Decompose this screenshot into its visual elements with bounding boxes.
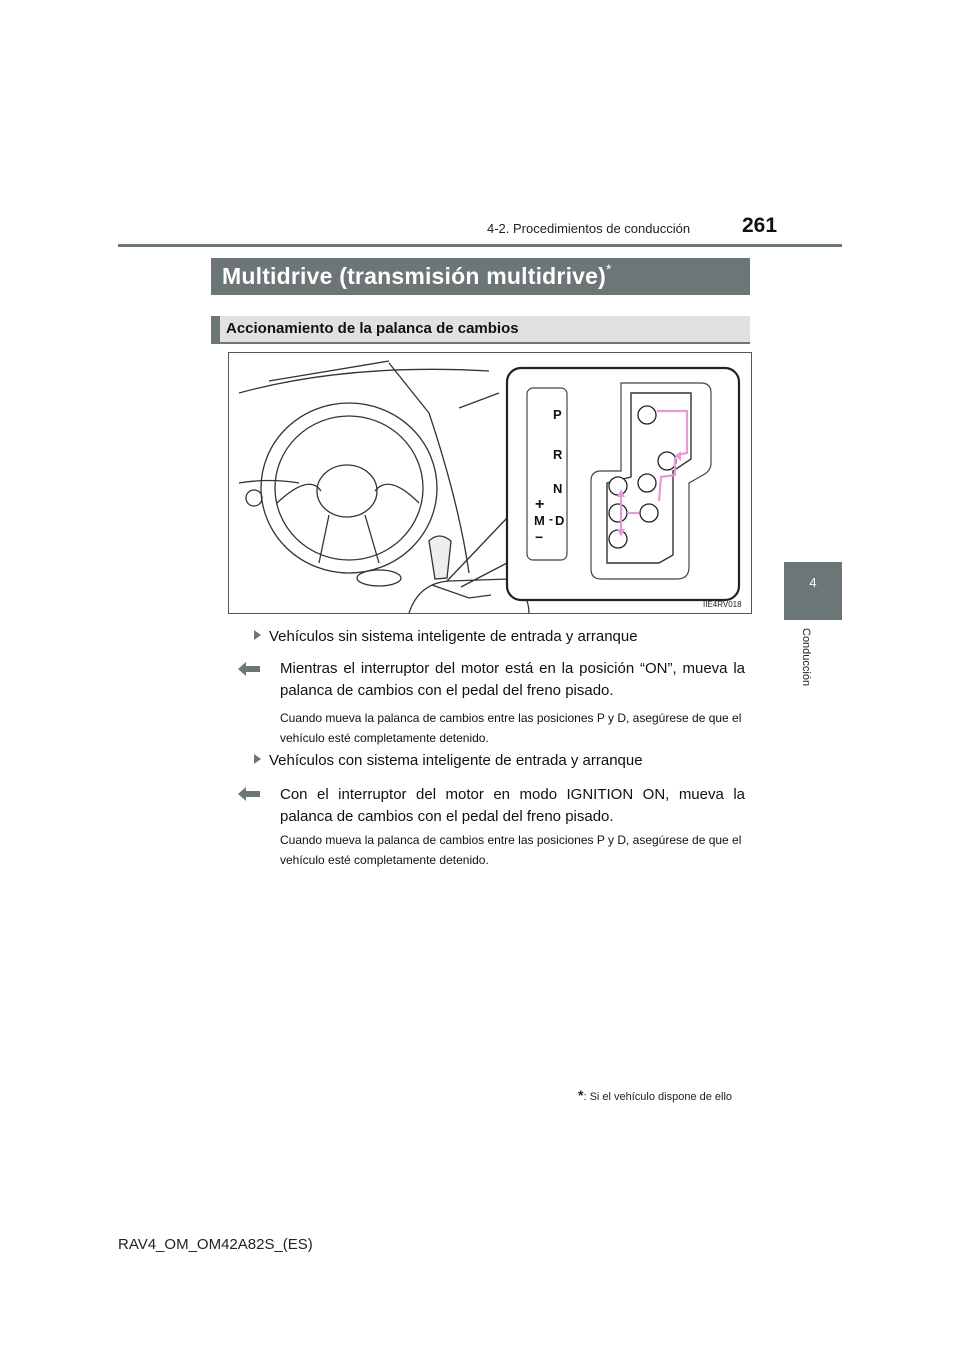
gate-hole-r <box>658 452 676 470</box>
gate-hole-m-minus <box>609 530 627 548</box>
arrow-left-icon <box>238 662 260 676</box>
item-note-1: Cuando mueva la palanca de cambios entre las posiciones P y D, asegúrese de que el vehículo esté completamente detenido. <box>280 711 742 745</box>
spoke <box>375 484 419 503</box>
chapter-label-wrap <box>798 628 814 698</box>
gate-hole-n <box>638 474 656 492</box>
dash-line <box>389 363 429 413</box>
gear-p-label: P <box>553 407 562 422</box>
dash-line <box>459 393 499 408</box>
gear-knob <box>429 536 451 579</box>
triangle-bullet-icon <box>254 754 261 764</box>
item-note-2: Cuando mueva la palanca de cambios entre las posiciones P y D, asegúrese de que el vehículo esté completamente detenido. <box>280 833 742 867</box>
item-heading-text: Vehículos sin sistema inteligente de entrada y arranque <box>269 628 638 645</box>
item-heading-2 <box>254 752 643 769</box>
gate-hole-d <box>640 504 658 522</box>
gear-plus-label: + <box>535 496 545 513</box>
shift-lever-illustration <box>228 352 752 614</box>
vent <box>246 490 262 506</box>
page-number: 261 <box>742 214 778 237</box>
steering-wheel-outer <box>261 403 437 573</box>
arrow-left-icon <box>238 787 260 801</box>
item-body-2: Con el interruptor del motor en modo IGNITION ON, mueva la palanca de cambios con el pedal del freno pisado. <box>280 786 745 825</box>
chapter-number: 4 <box>809 575 817 590</box>
footnote <box>578 1087 732 1103</box>
page-title <box>222 263 612 290</box>
triangle-bullet-icon <box>254 630 261 640</box>
item-heading-1 <box>254 628 638 645</box>
cupholder <box>357 570 401 586</box>
gear-dash-label: - <box>549 512 553 526</box>
callout-line <box>447 518 507 581</box>
dash-line <box>239 369 489 393</box>
gate-hole-m-plus <box>609 477 627 495</box>
gear-r-label: R <box>553 447 563 462</box>
illustration-svg <box>229 353 751 613</box>
steering-hub <box>317 465 377 517</box>
dash-line <box>239 481 299 484</box>
item-heading-text: Vehículos con sistema inteligente de entrada y arranque <box>269 752 643 769</box>
spoke <box>277 484 321 503</box>
gear-n-label: N <box>553 481 563 496</box>
title-asterisk: * <box>606 261 612 277</box>
page-title-text: Multidrive (transmisión multidrive) <box>222 263 606 289</box>
gate-hole-m <box>609 504 627 522</box>
chapter-tab <box>784 562 842 620</box>
header-rule <box>118 244 842 247</box>
spoke <box>319 515 379 563</box>
item-body-1: Mientras el interruptor del motor está en la posición “ON”, mueva la palanca de cambios con el pedal del freno pisado. <box>280 660 745 699</box>
figure-code: IIE4RV018 <box>703 600 742 609</box>
subsection-title: Accionamiento de la palanca de cambios <box>226 320 519 337</box>
gear-minus-label: − <box>535 529 544 545</box>
gear-d-label: D <box>555 513 565 528</box>
footnote-text: : Si el vehículo dispone de ello <box>583 1091 733 1103</box>
gear-m-label: M <box>534 513 545 528</box>
document-code: RAV4_OM_OM42A82S_(ES) <box>118 1236 313 1253</box>
chapter-label: Conducción <box>800 628 812 687</box>
gate-hole-p <box>638 406 656 424</box>
subsection-accent <box>211 316 220 342</box>
section-header: 4-2. Procedimientos de conducción <box>487 221 691 236</box>
footnote-asterisk: * <box>578 1087 584 1103</box>
